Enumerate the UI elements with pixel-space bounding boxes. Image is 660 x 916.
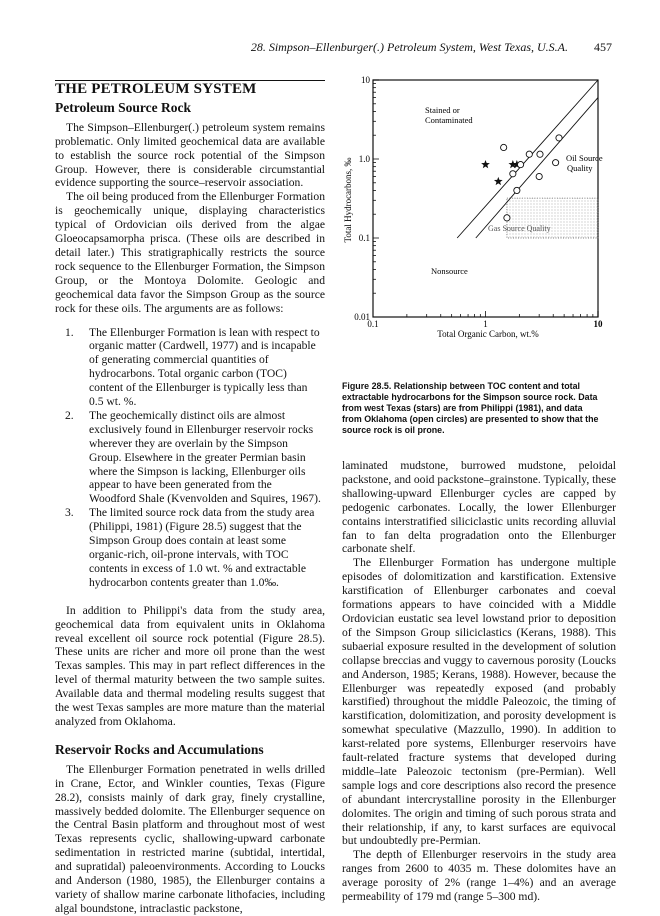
circle-marker — [556, 135, 562, 141]
y-tick-label: 0.01 — [354, 312, 370, 322]
list-number: 2. — [65, 408, 74, 422]
list-item — [65, 506, 321, 589]
argument-list — [55, 326, 325, 590]
list-text: The geochemically distinct oils are almost exclusively found in Ellenburger reservoir rocks wherever they are overlain by the Simpson Group. Elsewhere in the greater Permian basin where the Simpson is lacking, Ellenburger oils appear to have been generated from the Woodford Shale (Kvenvolden and Squires, 1967). — [89, 408, 321, 506]
paragraph: The depth of Ellenburger reservoirs in the study area ranges from 2600 to 4035 m. These dolomites have an average porosity of 2% (range 1–4%) and an average permeability of 179 md (range 5–300 md). — [342, 848, 616, 904]
paragraph: The oil being produced from the Ellenburger Formation is geochemically unique, displaying characteristics typical of Ordovician oils derived from the algae Gloeocapsamorpha prisca. (These oils are described in detail later.) This stratigraphically restricts the source rock sequence to the Ellenburger Formation, the Simpson Group, or the Montoya Dolomite. Geologic and geochemical data favor the Simpson Group as the source rock for these oils. The arguments are as follows: — [55, 190, 325, 315]
list-text: The Ellenburger Formation is lean with respect to organic matter (Cardwell, 1977) and is incapable of generating commercial quantities of hydrocarbons. Total organic carbon (TOC) content of the Ellenburger is typically less than 0.5 wt. %. — [89, 325, 320, 409]
subsection-source-rock: Petroleum Source Rock — [55, 99, 191, 115]
section-title: THE PETROLEUM SYSTEM — [55, 81, 257, 97]
circle-marker — [514, 187, 520, 193]
x-tick-labels — [367, 319, 603, 329]
x-tick-label: 1 — [483, 319, 488, 329]
y-tick-label: 1.0 — [358, 154, 370, 164]
list-item — [65, 326, 321, 409]
list-text: The limited source rock data from the study area (Philippi, 1981) (Figure 28.5) suggest that the Simpson Group does contain at least some organic-rich, oil-prone intervals, with TOC contents in excess of 1.0 wt. % and extractable hydrocarbon contents greater than 1.0‰. — [89, 506, 315, 589]
x-tick-label: 10 — [593, 319, 603, 329]
paragraph: The Simpson–Ellenburger(.) petroleum system remains problematic. Only limited geochemical data are available to establish the source rock potential of the Simpson Group. However, there is considerable circumstantial evidence supporting the source–reservoir association. — [55, 120, 325, 190]
paragraph: laminated mudstone, burrowed mudstone, peloidal packstone, and ooid packstone–grainstone. Typically, these shallowing-upward Ellenburger cycles are capped by pedogenic carbonates. Locally, the lower Ellenburger contains interstratified siliciclastic units recording alluvial fan to fan delta progradation onto the Ellenburger carbonate shelf. — [342, 459, 616, 556]
circle-marker — [536, 173, 542, 179]
contaminated-label: Contaminated — [425, 115, 473, 125]
circle-marker — [526, 151, 532, 157]
circle-marker — [537, 151, 543, 157]
left-column — [55, 80, 325, 916]
circle-marker — [517, 161, 523, 167]
quality-label: Quality — [567, 163, 593, 173]
gas-source-label: Gas Source Quality — [488, 224, 551, 233]
nonsource-label: Nonsource — [431, 266, 468, 276]
toc-vs-hydrocarbons-chart — [338, 50, 606, 350]
oil-source-label: Oil Source — [566, 153, 603, 163]
right-column — [342, 459, 616, 904]
y-tick-labels — [354, 75, 370, 322]
circle-marker — [501, 144, 507, 150]
list-item — [65, 409, 321, 506]
circle-marker — [553, 160, 559, 166]
paragraph: In addition to Philippi's data from the study area, geochemical data from equivalent units in Oklahoma reveal excellent oil source rock potential (Figure 28.5). These units are richer and more oil prone than the west Texas samples. This may in part reflect differences in the level of thermal maturity between the two sample suites. Available data and thermal modeling results suggest that the west Texas samples are more mature than the material analyzed from Oklahoma. — [55, 603, 325, 728]
x-tick-label: 0.1 — [367, 319, 379, 329]
figure-caption: Figure 28.5. Relationship between TOC content and total extractable hydrocarbons for the Simpson source rock. Data from west Texas (stars) are from Philippi (1981), and data from Oklahoma (open circles) are presented to show that the source rock is oil prone. — [342, 381, 599, 435]
circle-marker — [510, 171, 516, 177]
y-axis-label: Total Hydrocarbons, ‰ — [343, 157, 353, 243]
subsection-reservoir: Reservoir Rocks and Accumulations — [55, 741, 264, 757]
page-number: 457 — [594, 40, 612, 54]
circle-marker — [504, 215, 510, 221]
stained-label: Stained or — [425, 105, 460, 115]
list-number: 3. — [65, 506, 74, 520]
paragraph: The Ellenburger Formation penetrated in wells drilled in Crane, Ector, and Winkler counties, Texas (Figure 28.2), consists mainly of dark gray, finely crystalline, massively bedded dolomite. The Ellenburger sequence on the Central Basin platform and throughout most of west Texas represents cyclic, shallowing-upward carbonate sedimentation in restricted marine (subtidal, intertidal, and supratidal) paleoenvironments. According to Loucks and Anderson (1980, 1985), the Ellenburger contains a variety of shallow marine carbonate lithofacies, including algal boundstone, intraclastic packstone, — [55, 762, 325, 915]
running-title: 28. Simpson–Ellenburger(.) Petroleum System, West Texas, U.S.A. — [250, 40, 568, 54]
y-tick-label: 0.1 — [358, 233, 370, 243]
list-number: 1. — [65, 325, 74, 339]
y-tick-label: 10 — [361, 75, 370, 85]
x-axis-label: Total Organic Carbon, wt.% — [437, 329, 539, 339]
paragraph: The Ellenburger Formation has undergone multiple episodes of dolomitization and karstification. Extensive karstification of Ellenburger carbonates and coeval formations appears to have coincided with a Middle Ordovician eustatic sea level lowstand prior to deposition of the Simpson Group siliciclastics (Kerans, 1988). This subaerial exposure resulted in the development of solution collapse breccias and vuggy to cavernous porosity (Loucks and Anderson, 1985; Kerans, 1988). However, because the Ellenburger was repeatedly exposed (and probably karstified) throughout the middle Paleozoic, the timing of karstification, dolomitization, and porosity development is somewhat speculative (Mazzullo, 1990). In addition to karst-related pore systems, Ellenburger reservoirs have fault-related fracture systems that developed during middle–late Paleozoic tectonism (pre-Permian). Well sample logs and core descriptions also record the presence of abundant intercrystalline porosity in the Ellenburger dolomites. The origin and timing of such porous strata and their relationship, if any, to karst surfaces are equivocal but undoubtedly pre-Permian. — [342, 556, 616, 848]
